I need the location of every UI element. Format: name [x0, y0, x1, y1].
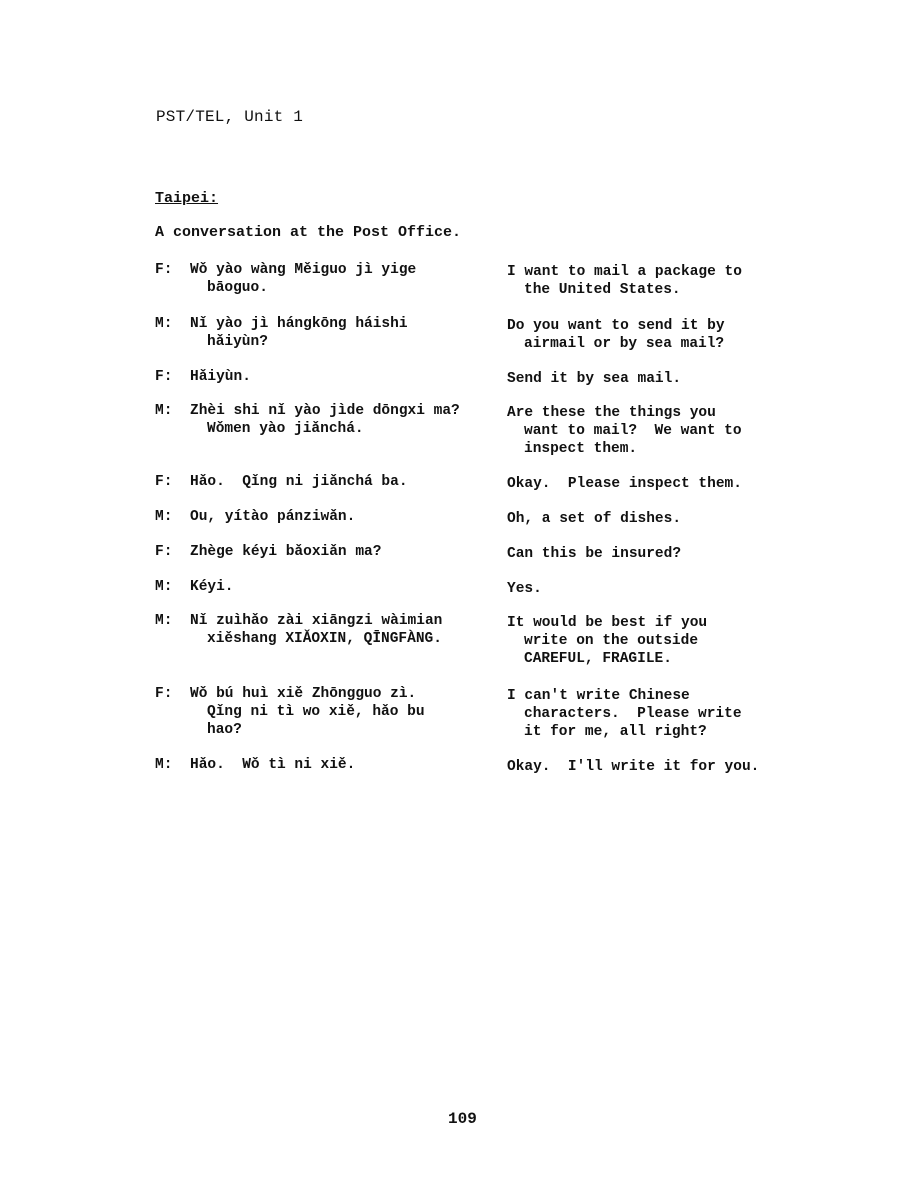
english-line: airmail or by sea mail? — [524, 336, 725, 352]
english-line: CAREFUL, FRAGILE. — [524, 651, 672, 667]
english-translation — [507, 510, 787, 528]
section-title-text: Taipei — [155, 190, 210, 207]
english-line: Okay. Please inspect them. — [507, 476, 742, 492]
english-translation — [507, 263, 787, 299]
chinese-line: Zhège kéyi bǎoxiǎn ma? — [190, 544, 382, 560]
chinese-text — [190, 578, 500, 596]
english-line: characters. Please write — [524, 706, 742, 722]
english-line: I can't write Chinese — [507, 688, 690, 704]
english-line: Yes. — [507, 581, 542, 597]
english-translation — [507, 580, 787, 598]
english-line: write on the outside — [524, 633, 699, 649]
section-title-colon: : — [209, 190, 219, 207]
chinese-text — [190, 368, 500, 386]
chinese-line: xiěshang XIǍOXIN, QĪNGFÀNG. — [207, 631, 442, 647]
chinese-text — [190, 508, 500, 526]
speaker-label: M: — [155, 613, 173, 629]
chinese-text — [190, 612, 500, 648]
chinese-line: Zhèi shi nǐ yào jìde dōngxi ma? — [190, 403, 460, 419]
english-translation — [507, 317, 787, 353]
english-translation — [507, 475, 787, 493]
intro-text: A conversation at the Post Office. — [155, 224, 462, 241]
chinese-text — [190, 261, 500, 297]
english-line: Send it by sea mail. — [507, 371, 682, 387]
speaker-label: M: — [155, 403, 173, 419]
chinese-line: Wǒ yào wàng Měiguo jì yige — [190, 262, 417, 278]
chinese-line: hǎiyùn? — [207, 334, 268, 350]
english-translation — [507, 404, 787, 458]
speaker-label: F: — [155, 474, 173, 490]
speaker-label: F: — [155, 369, 173, 385]
english-line: the United States. — [524, 282, 681, 298]
chinese-line: Ou, yítào pánziwǎn. — [190, 509, 356, 525]
english-translation — [507, 687, 787, 741]
english-line: inspect them. — [524, 441, 638, 457]
chinese-line: Hǎo. Wǒ tì ni xiě. — [190, 757, 356, 773]
chinese-line: Hǎo. Qǐng ni jiǎnchá ba. — [190, 474, 408, 490]
page-number: 109 — [448, 1110, 477, 1128]
english-line: Do you want to send it by — [507, 318, 725, 334]
english-translation — [507, 758, 787, 776]
chinese-line: Wǒmen yào jiǎnchá. — [207, 421, 364, 437]
english-translation — [507, 370, 787, 388]
english-line: Okay. I'll write it for you. — [507, 759, 760, 775]
chinese-line: bāoguo. — [207, 280, 268, 296]
chinese-line: Qǐng ni tì wo xiě, hǎo bu — [207, 704, 425, 720]
chinese-line: hao? — [207, 722, 242, 738]
chinese-text — [190, 685, 500, 739]
english-line: I want to mail a package to — [507, 264, 742, 280]
english-line: Can this be insured? — [507, 546, 682, 562]
speaker-label: F: — [155, 544, 173, 560]
section-title — [155, 190, 218, 207]
english-translation — [507, 614, 787, 668]
english-line: Oh, a set of dishes. — [507, 511, 682, 527]
page-header: PST/TEL, Unit 1 — [156, 108, 304, 126]
chinese-line: Nǐ yào jì hángkōng háishi — [190, 316, 408, 332]
chinese-line: Hǎiyùn. — [190, 369, 251, 385]
chinese-line: Nǐ zuìhǎo zài xiāngzi wàimian — [190, 613, 443, 629]
speaker-label: F: — [155, 262, 173, 278]
chinese-text — [190, 543, 500, 561]
speaker-label: M: — [155, 579, 173, 595]
chinese-text — [190, 473, 500, 491]
english-line: Are these the things you — [507, 405, 716, 421]
speaker-label: M: — [155, 316, 173, 332]
english-line: it for me, all right? — [524, 724, 707, 740]
chinese-text — [190, 402, 500, 438]
chinese-line: Kéyi. — [190, 579, 234, 595]
chinese-text — [190, 315, 500, 351]
chinese-text — [190, 756, 500, 774]
speaker-label: M: — [155, 509, 173, 525]
speaker-label: F: — [155, 686, 173, 702]
chinese-line: Wǒ bú huì xiě Zhōngguo zì. — [190, 686, 417, 702]
english-line: It would be best if you — [507, 615, 708, 631]
english-translation — [507, 545, 787, 563]
speaker-label: M: — [155, 757, 173, 773]
english-line: want to mail? We want to — [524, 423, 742, 439]
